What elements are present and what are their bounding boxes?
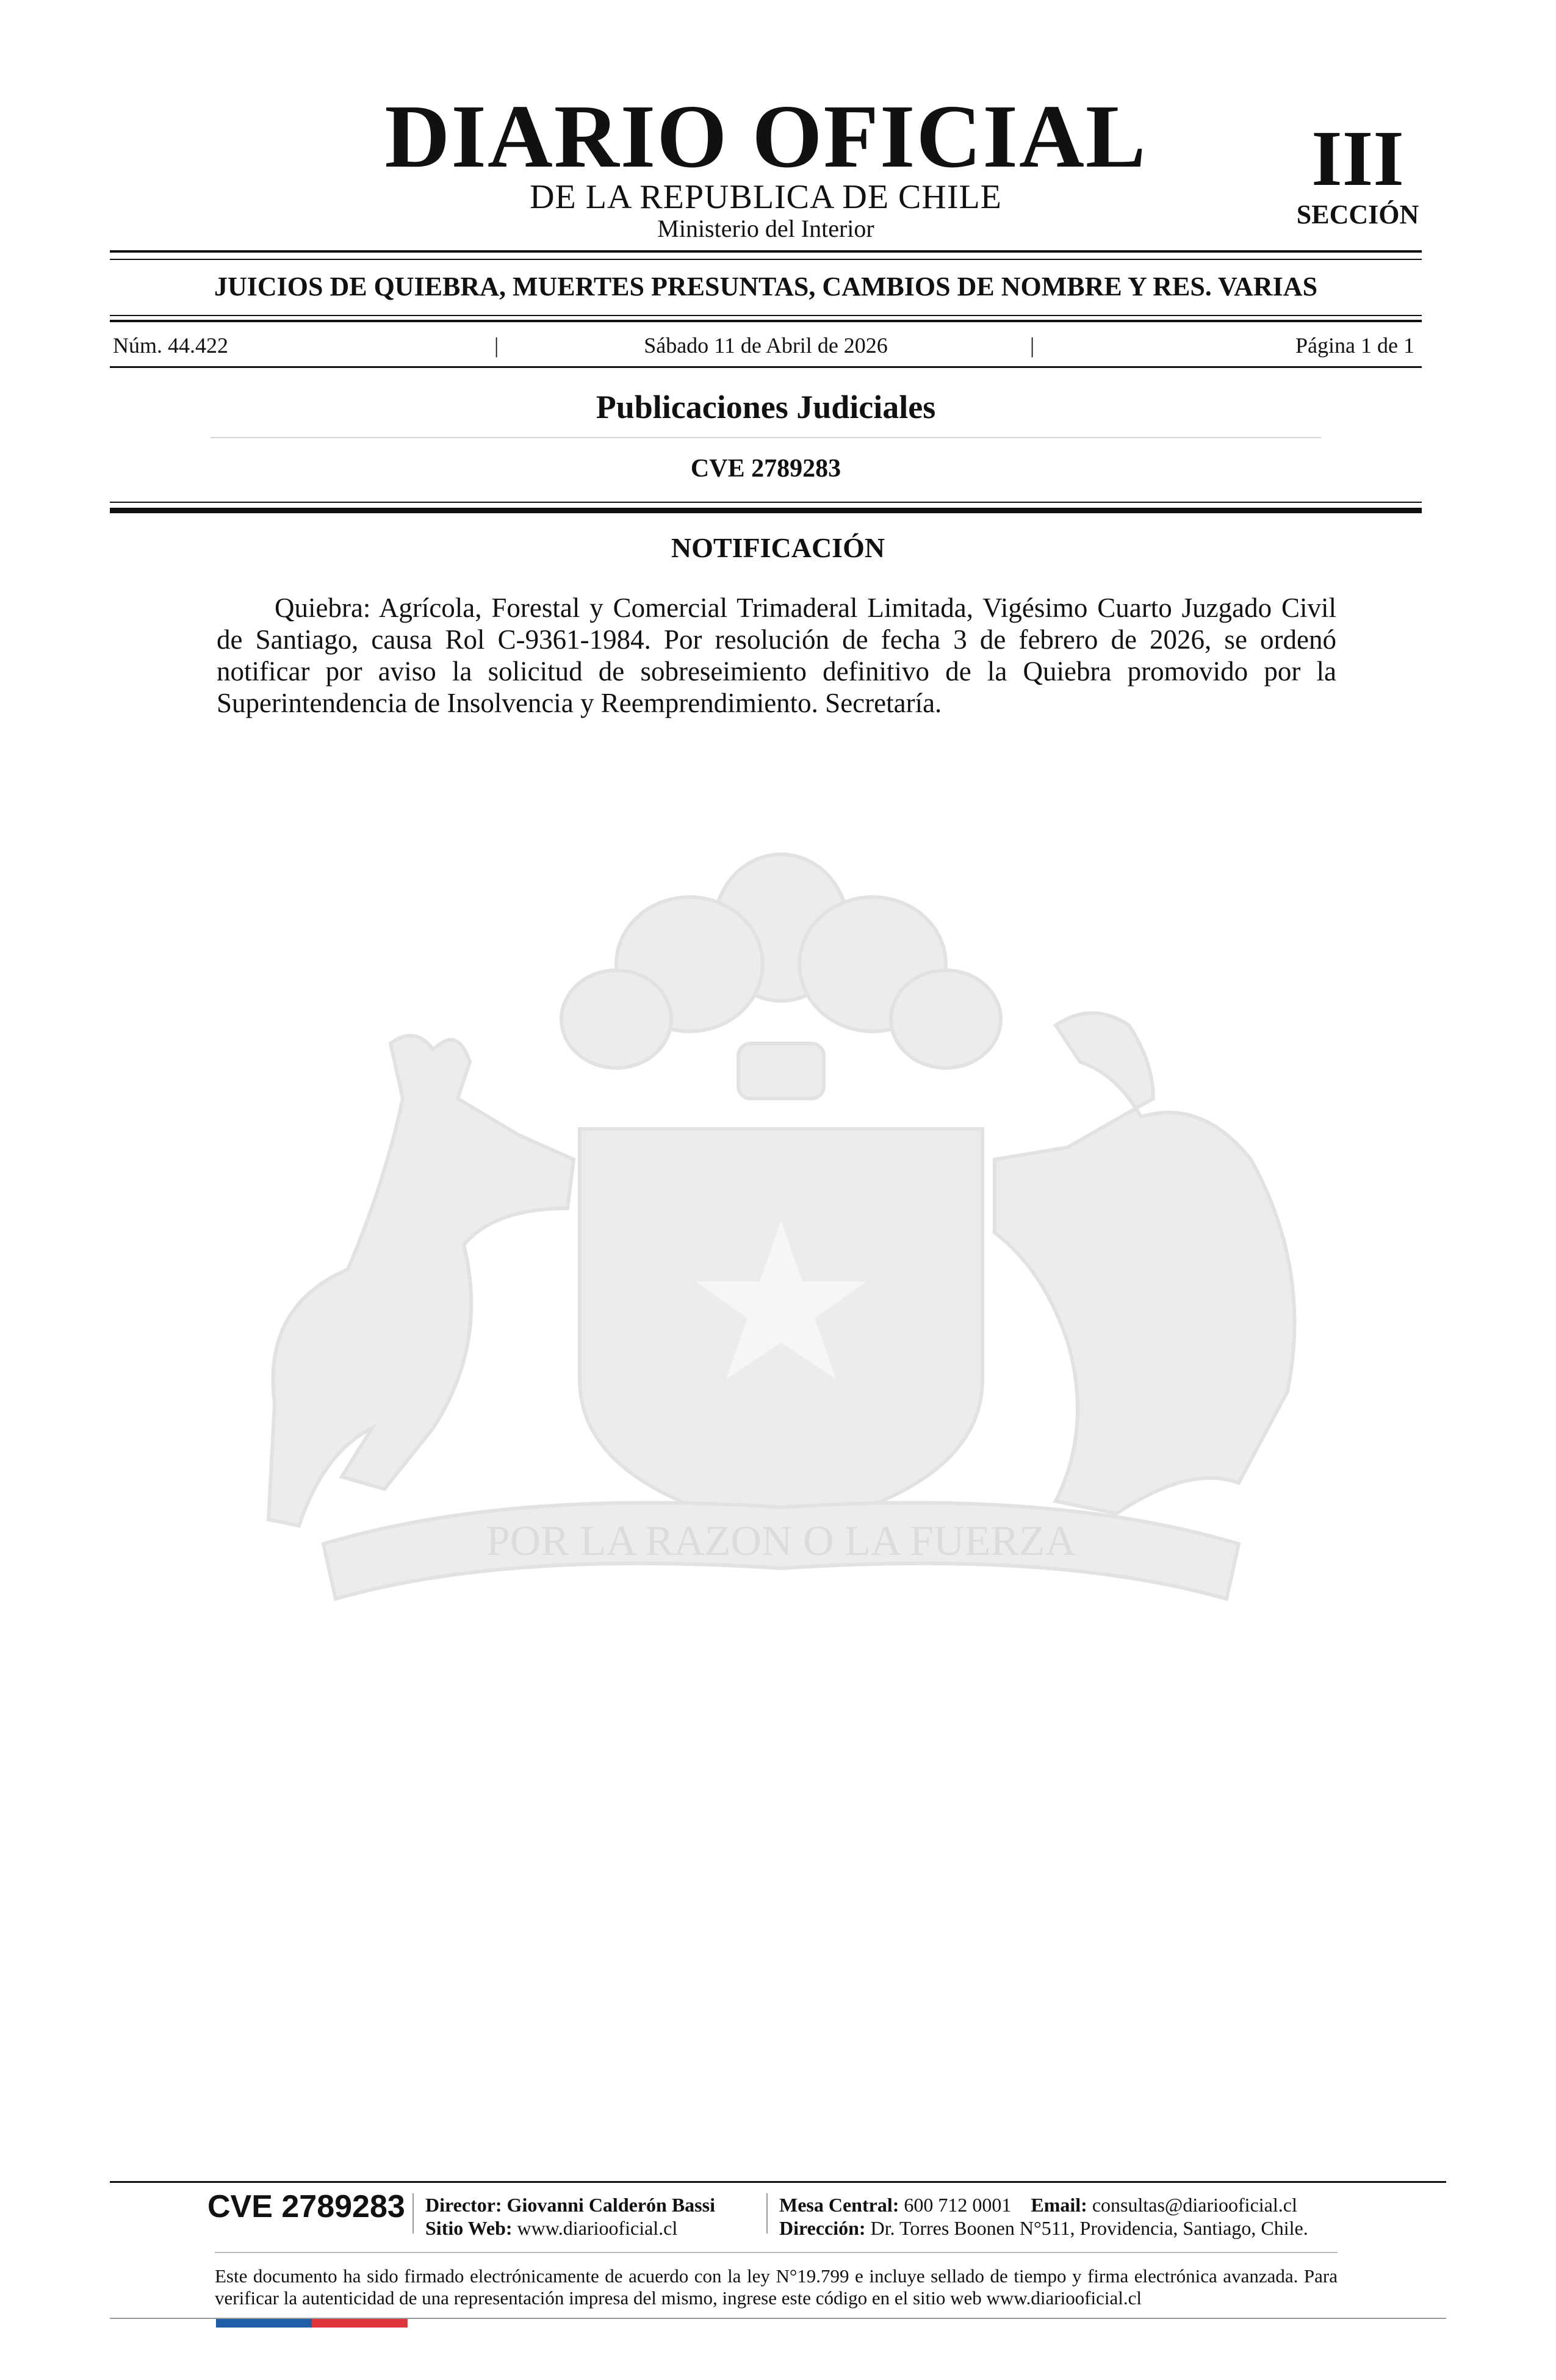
cve-header: CVE 2789283 xyxy=(690,455,841,483)
address-label: Dirección: xyxy=(779,2217,866,2239)
masthead-subtitle: DE LA REPUBLICA DE CHILE xyxy=(530,178,1002,216)
issue-date: Sábado 11 de Abril de 2026 xyxy=(644,333,888,358)
phone-number: 600 712 0001 xyxy=(904,2194,1012,2216)
website-label: Sitio Web: xyxy=(425,2217,513,2239)
footer-director-block xyxy=(425,2193,715,2240)
footer-divider xyxy=(766,2193,768,2234)
footer-rule-top xyxy=(110,2181,1446,2183)
email-link[interactable]: consultas@diariooficial.cl xyxy=(1092,2194,1297,2216)
footer-divider xyxy=(412,2193,414,2234)
address-text: Dr. Torres Boonen N°511, Providencia, Santiago, Chile. xyxy=(870,2217,1308,2239)
issue-number: Núm. 44.422 xyxy=(113,333,228,358)
website-link[interactable]: www.diariooficial.cl xyxy=(517,2217,678,2239)
masthead-title: DIARIO OFICIAL xyxy=(384,87,1147,187)
flag-stripe-blue xyxy=(216,2319,312,2328)
section-title-rule xyxy=(211,437,1321,438)
section-number: III xyxy=(1311,115,1404,203)
category-title: JUICIOS DE QUIEBRA, MUERTES PRESUNTAS, CAMBIOS DE NOMBRE Y RES. VARIAS xyxy=(214,272,1318,301)
header-rule-top xyxy=(110,250,1422,253)
email-label: Email: xyxy=(1031,2194,1087,2216)
coat-of-arms-watermark xyxy=(201,842,1361,1672)
phone-label: Mesa Central: xyxy=(779,2194,899,2216)
coat-of-arms-motto: POR LA RAZON O LA FUERZA xyxy=(486,1518,1076,1565)
category-rule xyxy=(110,320,1422,322)
director-label: Director: xyxy=(425,2194,502,2216)
footer-cve: CVE 2789283 xyxy=(207,2189,405,2224)
notice-body: Quiebra: Agrícola, Forestal y Comercial Trimaderal Limitada, Vigésimo Cuarto Juzgado Civil de Santiago, causa Rol C-9361-1984. Por resolución de fecha 3 de febrero de 2026, se ordenó notificar por aviso la solicitud de sobreseimiento definitivo de la Quiebra promovido por la Superintendencia de Insolvencia y Reemprendimiento. Secretaría. xyxy=(217,593,1336,718)
info-rule xyxy=(110,366,1422,368)
info-separator: | xyxy=(1030,333,1035,358)
section-label: SECCIÓN xyxy=(1296,200,1419,229)
header-rule-top-thin xyxy=(110,259,1422,260)
footer-legal-notice: Este documento ha sido firmado electrónicamente de acuerdo con la ley N°19.799 e incluye sellado de tiempo y firma electrónica avanzada. Para verificar la autenticidad de una representación impresa del mismo, ingrese este código en el sitio web www.diariooficial.cl xyxy=(215,2265,1338,2309)
section-title: Publicaciones Judiciales xyxy=(596,389,936,425)
category-rule-thin xyxy=(110,315,1422,316)
page-indicator: Página 1 de 1 xyxy=(1295,333,1414,358)
footer-rule-mid xyxy=(215,2252,1338,2253)
info-separator: | xyxy=(494,333,499,358)
notice-title: NOTIFICACIÓN xyxy=(671,532,885,563)
footer-contact-block xyxy=(779,2193,1308,2240)
director-name: Giovanni Calderón Bassi xyxy=(506,2194,715,2216)
flag-stripe-red xyxy=(312,2319,408,2328)
masthead-ministry: Ministerio del Interior xyxy=(657,215,874,242)
cve-rule-thin xyxy=(110,502,1422,503)
cve-rule-thick xyxy=(110,508,1422,513)
